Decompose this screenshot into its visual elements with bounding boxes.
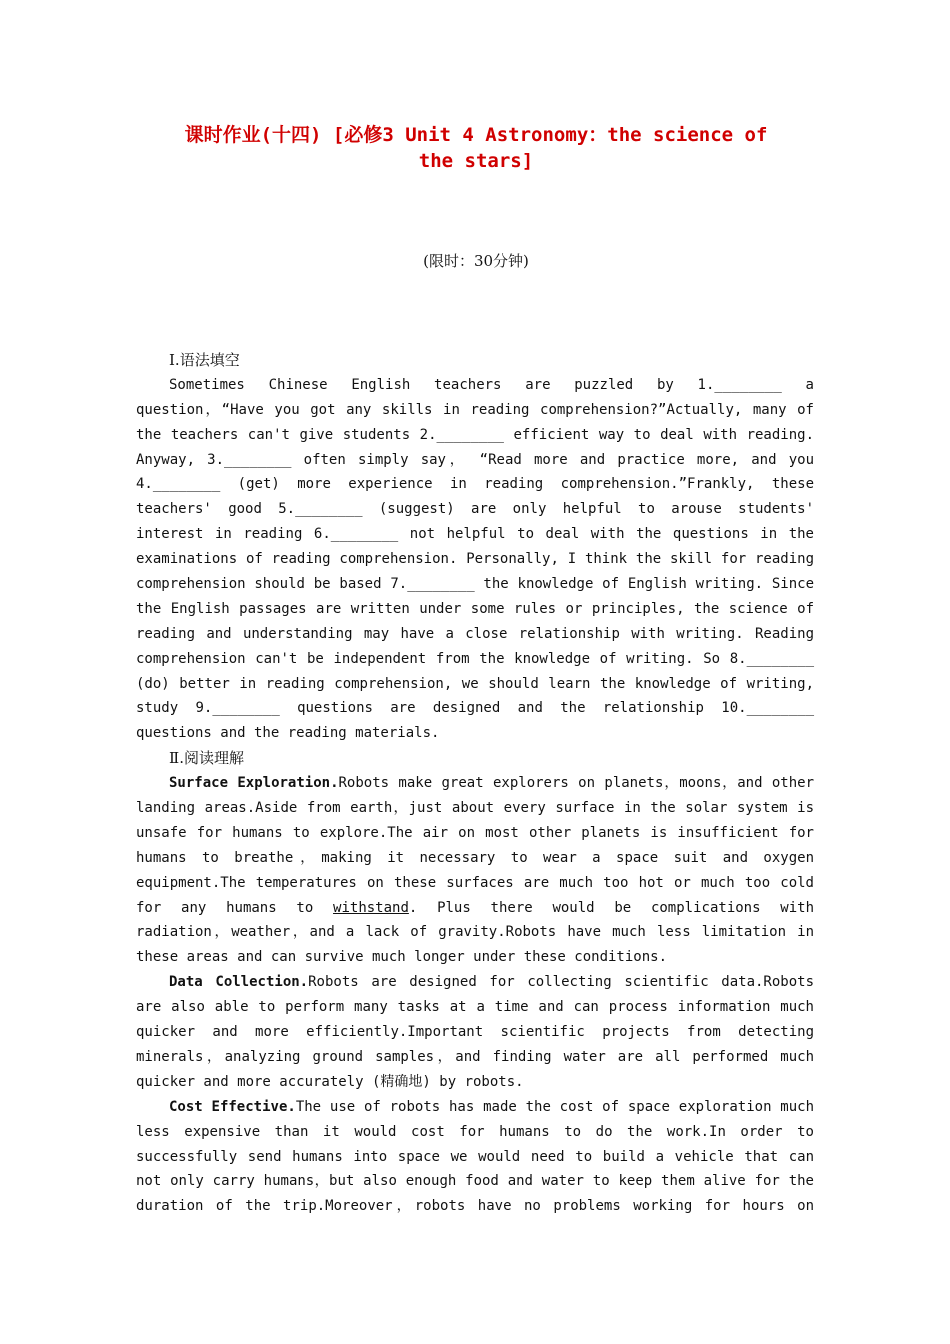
passage-line: landing areas.Aside from earth，just about every surface in the solar system is xyxy=(136,800,814,817)
passage-line xyxy=(136,896,814,921)
passage-text: . Plus there would be complications with xyxy=(408,899,814,916)
section-1-heading: Ⅰ.语法填空 xyxy=(169,351,240,369)
passage-line: radiation，weather，and a lack of gravity.Robots have much less limitation in xyxy=(136,924,814,941)
passage-line: interest in reading 6.________ not helpful to deal with the questions in the xyxy=(136,526,814,543)
paragraph-surface-exploration xyxy=(136,771,814,970)
passage-text: for any humans to xyxy=(136,899,334,916)
document-body xyxy=(136,348,814,1219)
passage-line: humans to breathe，making it necessary to wear a space suit and oxygen xyxy=(136,849,814,866)
passage-line: unsafe for humans to explore.The air on most other planets is insufficient for xyxy=(136,824,814,841)
title-line-1: 课时作业(十四) [必修3 Unit 4 Astronomy：the science of xyxy=(184,124,768,146)
passage-line: minerals，analyzing ground samples，and finding water are all performed much xyxy=(136,1048,814,1065)
passage-line: less expensive than it would cost for humans to do the work.In order to xyxy=(136,1123,814,1140)
passage-line: these areas and can survive much longer under these conditions. xyxy=(136,949,668,966)
section-1-passage xyxy=(136,373,814,746)
passage-line: (do) better in reading comprehension, we should learn the knowledge of writing, xyxy=(136,675,814,692)
paragraph-heading: Cost Effective. xyxy=(169,1098,296,1115)
passage-line: questions and the reading materials. xyxy=(136,725,440,742)
passage-line: Anyway, 3.________ often simply say， “Read more and practice more, and you xyxy=(136,451,814,468)
passage-line: are also able to perform many tasks at a time and can process information much xyxy=(136,999,814,1016)
passage-line: not only carry humans，but also enough food and water to keep them alive for the xyxy=(136,1173,814,1190)
passage-line: question，“Have you got any skills in reading comprehension?”Actually, many of xyxy=(136,401,814,418)
time-limit: (限时：30分钟) xyxy=(423,252,529,270)
passage-text: The use of robots has made the cost of space exploration much xyxy=(295,1098,815,1115)
passage-line: reading and understanding may have a close relationship with writing. Reading xyxy=(136,625,814,642)
passage-line: Sometimes Chinese English teachers are puzzled by 1.________ a xyxy=(169,376,814,393)
passage-line: quicker and more efficiently.Important scientific projects from detecting xyxy=(136,1024,814,1041)
passage-line xyxy=(136,970,814,995)
passage-line: 4.________ (get) more experience in reading comprehension.”Frankly, these xyxy=(136,476,814,493)
passage-line: quicker and more accurately (精确地) by robots. xyxy=(136,1073,524,1090)
passage-line xyxy=(136,771,814,796)
passage-line: comprehension can't be independent from the knowledge of writing. So 8.________ xyxy=(136,650,814,667)
passage-line: examinations of reading comprehension. Personally, I think the skill for reading xyxy=(136,551,814,568)
passage-line: equipment.The temperatures on these surfaces are much too hot or much too cold xyxy=(136,874,814,891)
paragraph-heading: Data Collection. xyxy=(169,974,309,991)
passage-line: successfully send humans into space we would need to build a vehicle that can xyxy=(136,1148,814,1165)
passage-line: comprehension should be based 7.________ the knowledge of English writing. Since xyxy=(136,576,814,593)
passage-line: the English passages are written under some rules or principles, the science of xyxy=(136,600,814,617)
passage-line: duration of the trip.Moreover，robots have no problems working for hours on xyxy=(136,1198,814,1215)
page-title xyxy=(136,122,816,174)
section-2-heading: Ⅱ.阅读理解 xyxy=(169,749,244,768)
passage-line: study 9.________ questions are designed and the relationship 10.________ xyxy=(136,700,814,717)
passage-line: the teachers can't give students 2.________ efficient way to deal with reading. xyxy=(136,426,814,443)
passage-text: Robots make great explorers on planets，moons，and other xyxy=(338,775,814,792)
underlined-word: withstand xyxy=(333,899,409,916)
paragraph-heading: Surface Exploration. xyxy=(169,775,339,792)
passage-line xyxy=(136,1095,814,1120)
passage-text: Robots are designed for collecting scientific data.Robots xyxy=(308,974,815,991)
passage-line: teachers' good 5.________ (suggest) are only helpful to arouse students' xyxy=(136,501,814,518)
paragraph-cost-effective xyxy=(136,1095,814,1219)
paragraph-data-collection xyxy=(136,970,814,1094)
title-line-2: the stars] xyxy=(418,150,534,172)
